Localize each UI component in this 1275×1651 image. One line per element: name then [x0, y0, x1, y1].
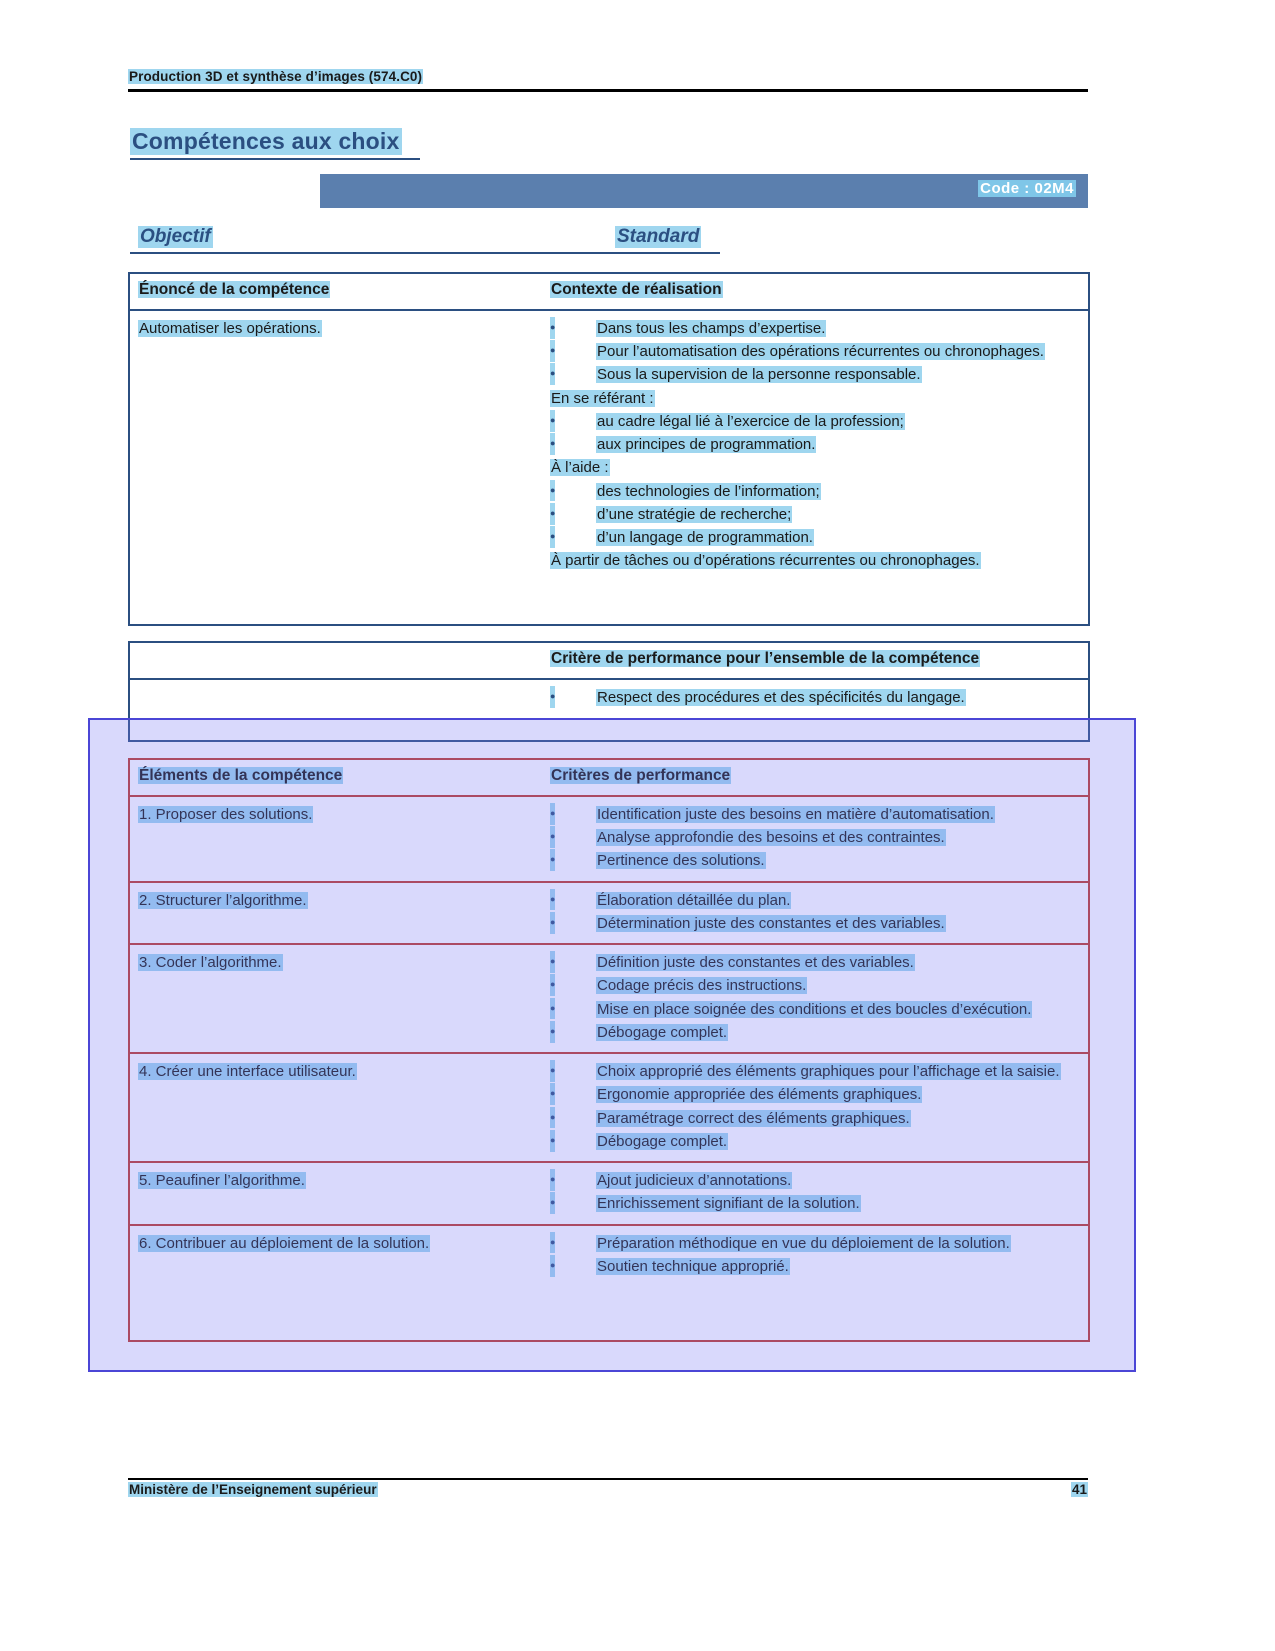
list-item: ● Ajout judicieux d’annotations. — [550, 1169, 1080, 1192]
page-number: 41 — [1071, 1482, 1087, 1497]
table-cell-criteria — [540, 1054, 1088, 1161]
table-cell-criteria — [540, 797, 1088, 881]
header-enonce: Énoncé de la compétence — [139, 281, 330, 298]
global-criteria-list — [550, 686, 1080, 709]
list-item: ● Dans tous les champs d’expertise. — [550, 317, 1080, 340]
criteria-list — [550, 1169, 1080, 1216]
table-elements-criteria — [128, 758, 1090, 1342]
list-item: ● Soutien technique approprié. — [550, 1255, 1080, 1278]
list-item: ● Débogage complet. — [550, 1130, 1080, 1153]
code-bar — [320, 174, 1088, 208]
table-row — [130, 680, 1088, 717]
table-competence-context — [128, 272, 1090, 626]
table-cell-criteria — [540, 883, 1088, 944]
list-item: ● d’un langage de programmation. — [550, 526, 1080, 549]
list-item: ● Identification juste des besoins en matière d’automatisation. — [550, 803, 1080, 826]
header-criteres: Critères de performance — [551, 767, 731, 784]
table-global-criteria — [128, 641, 1090, 742]
list-item: ● Détermination juste des constantes et des variables. — [550, 912, 1080, 935]
context-closing: À partir de tâches ou d’opérations récurrentes ou chronophages. — [551, 552, 980, 570]
list-item: ● Préparation méthodique en vue du déploiement de la solution. — [550, 1232, 1080, 1255]
table-row — [130, 1163, 1088, 1226]
table-cell-header-left — [130, 274, 540, 309]
table-cell-header-right — [540, 274, 1088, 309]
criteria-list — [550, 951, 1080, 1044]
list-item: ● aux principes de programmation. — [550, 433, 1080, 456]
list-item: ● Sous la supervision de la personne responsable. — [550, 363, 1080, 386]
table-row — [130, 1226, 1088, 1287]
table-row — [130, 945, 1088, 1054]
context-bullet-list-3 — [550, 480, 1080, 550]
context-bullet-list-2 — [550, 410, 1080, 457]
context-intro-3: À l’aide : — [551, 459, 609, 477]
list-item: ● Codage précis des instructions. — [550, 974, 1080, 997]
header-critere-ensemble: Critère de performance pour l’ensemble de la compétence — [551, 650, 980, 667]
list-item: ● Enrichissement signifiant de la solution. — [550, 1192, 1080, 1215]
table-cell-empty — [130, 643, 540, 678]
table-row — [130, 797, 1088, 883]
header-rule — [128, 89, 1088, 92]
table-row — [130, 274, 1088, 311]
context-bullet-list-1 — [550, 317, 1080, 387]
objectif-label: Objectif — [140, 226, 211, 247]
list-item: ● Définition juste des constantes et des variables. — [550, 951, 1080, 974]
list-item: ● Respect des procédures et des spécificités du langage. — [550, 686, 1080, 709]
list-item: ● d’une stratégie de recherche; — [550, 503, 1080, 526]
table-cell-criteria-body — [540, 680, 1088, 717]
criteria-list — [550, 1232, 1080, 1279]
competence-statement: Automatiser les opérations. — [139, 319, 321, 337]
table-cell-element: 2. Structurer l’algorithme. — [139, 891, 307, 909]
table-cell-criteria — [540, 1226, 1088, 1287]
list-item: ● Pour l’automatisation des opérations récurrentes ou chronophages. — [550, 340, 1080, 363]
table-cell-criteria — [540, 1163, 1088, 1224]
table-cell-competence — [130, 311, 540, 581]
objectif-standard-row — [130, 226, 1088, 254]
footer-ministry: Ministère de l’Enseignement supérieur — [129, 1482, 377, 1497]
criteria-list — [550, 803, 1080, 873]
criteria-list — [550, 889, 1080, 936]
table-cell-header-criteres — [540, 760, 1088, 795]
criteria-list — [550, 1060, 1080, 1153]
list-item: ● Mise en place soignée des conditions et des boucles d’exécution. — [550, 998, 1080, 1021]
list-item: ● Élaboration détaillée du plan. — [550, 889, 1080, 912]
list-item: ● Choix approprié des éléments graphiques pour l’affichage et la saisie. — [550, 1060, 1080, 1083]
table-cell-empty — [130, 680, 540, 717]
table-row — [130, 883, 1088, 946]
list-item: ● Paramétrage correct des éléments graphiques. — [550, 1107, 1080, 1130]
list-item: ● Pertinence des solutions. — [550, 849, 1080, 872]
program-title: Production 3D et synthèse d’images (574.C0) — [129, 69, 423, 84]
table-cell-element: 5. Peaufiner l’algorithme. — [139, 1172, 305, 1190]
title-underline — [130, 158, 420, 160]
list-item: ● Analyse approfondie des besoins et des contraintes. — [550, 826, 1080, 849]
context-intro-2: En se référant : — [551, 389, 654, 407]
table-cell-element: 3. Coder l’algorithme. — [139, 954, 282, 972]
table-row — [130, 643, 1088, 680]
list-item: ● au cadre légal lié à l’exercice de la profession; — [550, 410, 1080, 433]
table-cell-element: 6. Contribuer au déploiement de la solution. — [139, 1234, 430, 1252]
competence-code: Code : 02M4 — [980, 180, 1074, 197]
table-row — [130, 1054, 1088, 1163]
list-item: ● des technologies de l’information; — [550, 480, 1080, 503]
table-cell-header-elements — [130, 760, 540, 795]
header-elements: Éléments de la compétence — [139, 767, 343, 784]
list-item: ● Débogage complet. — [550, 1021, 1080, 1044]
table-row — [130, 311, 1088, 581]
header-contexte: Contexte de réalisation — [551, 281, 722, 298]
footer-rule — [128, 1478, 1088, 1480]
table-cell-element: 4. Créer une interface utilisateur. — [139, 1063, 356, 1081]
table-cell-contexte — [540, 311, 1088, 581]
page-title: Compétences aux choix — [132, 128, 400, 154]
objectif-underline — [130, 252, 720, 254]
table-cell-element: 1. Proposer des solutions. — [139, 805, 313, 823]
list-item: ● Ergonomie appropriée des éléments graphiques. — [550, 1083, 1080, 1106]
standard-label: Standard — [617, 226, 700, 247]
table-row — [130, 760, 1088, 797]
table-cell-criteria — [540, 945, 1088, 1052]
table-cell-criteria-header — [540, 643, 1088, 678]
page-header — [128, 68, 1088, 92]
